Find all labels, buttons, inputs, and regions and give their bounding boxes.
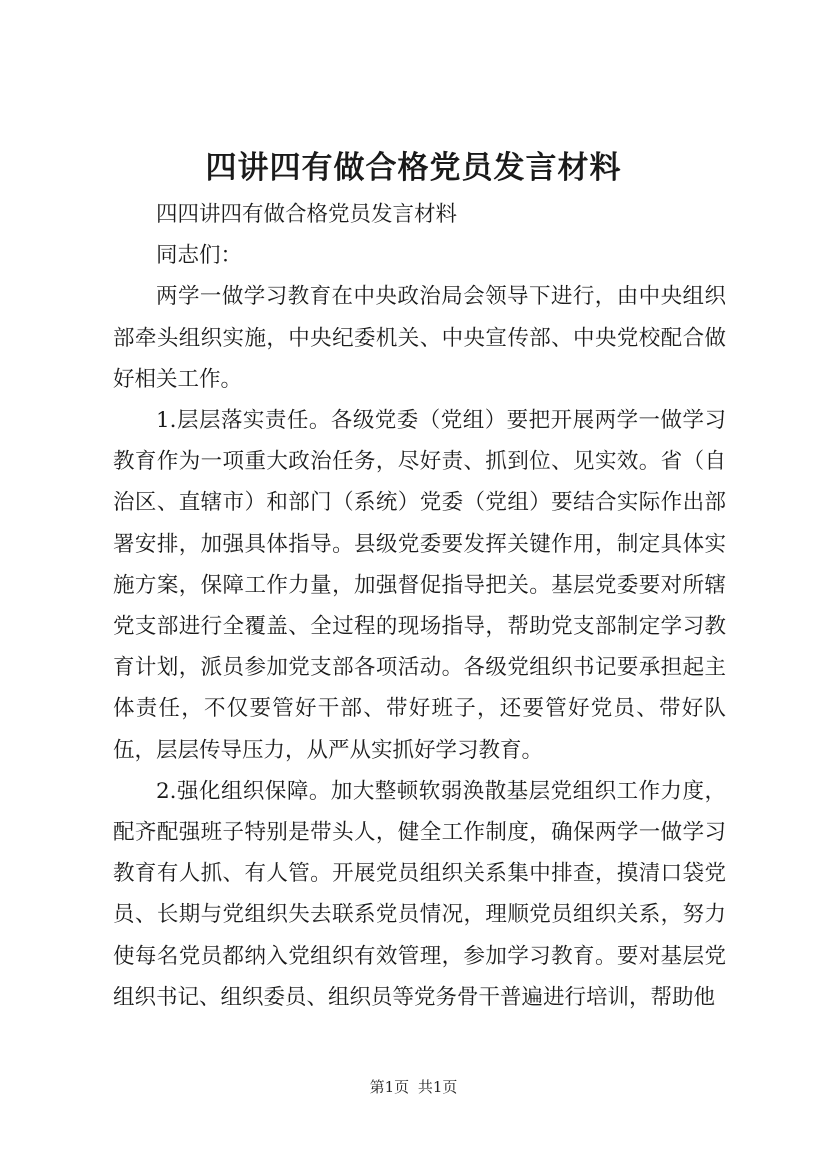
paragraph-subtitle: 四四讲四有做合格党员发言材料 <box>156 202 458 227</box>
paragraph-item-2: 2.强化组织保障。加大整顿软弱涣散基层党组织工作力度，配齐配强班子特别是带头人，健全工作制度，确保两学一做学习教育有人抓、有人管。开展党员组织关系集中排查，摸清口袋党员、长期与党组织失去联系党员情况，理顺党员组织关系，努力使每名党员都纳入党组织有效管理，参加学习教育。要对基层党组织书记、组织委员、组织员等党务骨干普遍进行培训，帮助他 <box>113 778 726 1010</box>
document-body <box>113 194 726 1018</box>
document-title: 四讲四有做合格党员发言材料 <box>205 150 622 186</box>
page-footer <box>0 1077 827 1097</box>
page-total: 共1页 <box>417 1078 458 1096</box>
paragraph-item-1: 1.层层落实责任。各级党委（党组）要把开展两学一做学习教育作为一项重大政治任务，尽好责、抓到位、见实效。省（自治区、直辖市）和部门（系统）党委（党组）要结合实际作出部署安排，加强具体指导。县级党委要发挥关键作用，制定具体实施方案，保障工作力量，加强督促指导把关。基层党委要对所辖党支部进行全覆盖、全过程的现场指导，帮助党支部制定学习教育计划，派员参加党支部各项活动。各级党组织书记要承担起主体责任，不仅要管好干部、带好班子，还要管好党员、带好队伍，层层传导压力，从严从实抓好学习教育。 <box>113 408 726 763</box>
paragraph-salutation: 同志们： <box>156 243 243 269</box>
paragraph-intro: 两学一做学习教育在中央政治局会领导下进行，由中央组织部牵头组织实施，中央纪委机关、中央宣传部、中央党校配合做好相关工作。 <box>113 284 726 392</box>
page-number: 第1页 <box>369 1078 410 1096</box>
